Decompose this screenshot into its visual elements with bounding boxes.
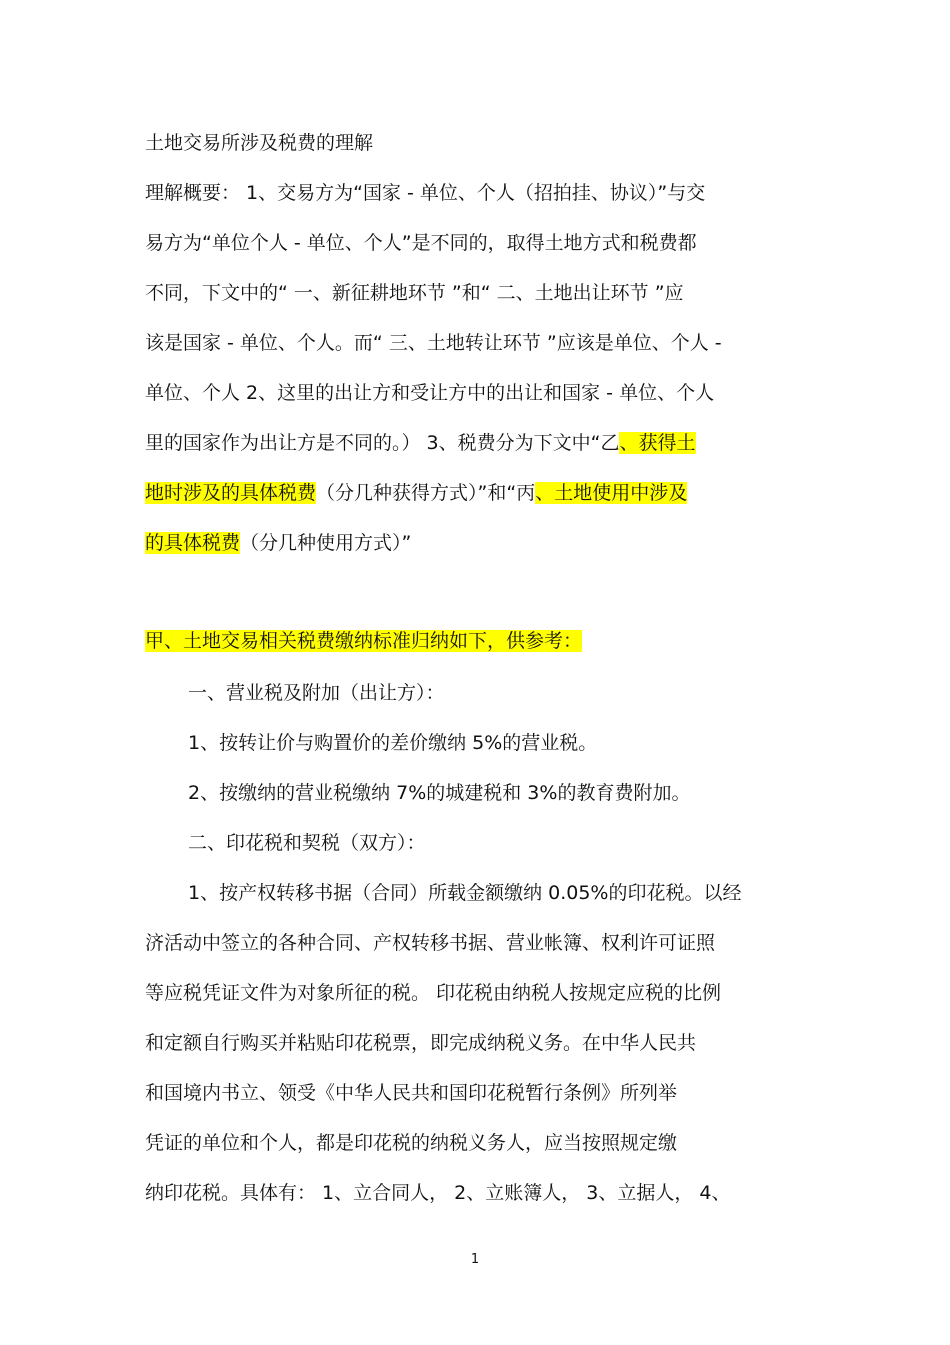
highlighted-heading: 甲、土地交易相关税费缴纳标准归纳如下，供参考： [145, 630, 583, 652]
section-heading-jia [145, 628, 582, 654]
overview-text: 里的国家作为出让方是不同的。） 3、税费分为下文中“乙 [145, 432, 620, 454]
paragraph-line: 纳印花税。具体有： 1、立合同人， 2、立账簿人， 3、立据人， 4、 [145, 1182, 731, 1204]
page-number: 1 [470, 1252, 480, 1267]
highlighted-text: 、获得土 [619, 432, 696, 454]
overview-line: 不同，下文中的“ 一、新征耕地环节 ”和“ 二、土地出让环节 ”应 [145, 282, 684, 304]
overview-text: （分几种获得方式）”和“丙 [316, 482, 536, 504]
paragraph-line: 和国境内书立、领受《中华人民共和国印花税暂行条例》所列举 [145, 1082, 678, 1104]
overview-line: 易方为“单位个人 - 单位、个人”是不同的，取得土地方式和税费都 [145, 232, 697, 254]
document-title: 土地交易所涉及税费的理解 [145, 132, 374, 154]
highlighted-text: 的具体税费 [145, 532, 241, 554]
overview-line: 理解概要： 1、交易方为“国家 - 单位、个人（招拍挂、协议）”与交 [145, 182, 706, 204]
overview-line: 单位、个人 2、这里的出让方和受让方中的出让和国家 - 单位、个人 [145, 382, 715, 404]
subsection-heading: 一、营业税及附加（出让方）： [188, 682, 445, 704]
overview-line [145, 530, 411, 556]
list-item: 1、按转让价与购置价的差价缴纳 5%的营业税。 [188, 732, 598, 754]
paragraph-line: 1、按产权转移书据（合同）所载金额缴纳 0.05%的印花税。以经 [188, 882, 742, 904]
overview-line: 该是国家 - 单位、个人。而“ 三、土地转让环节 ”应该是单位、个人 - [145, 332, 722, 354]
overview-text: （分几种使用方式）” [240, 532, 412, 554]
overview-line [145, 430, 696, 456]
overview-line [145, 480, 687, 506]
highlighted-text: 、土地使用中涉及 [535, 482, 688, 504]
paragraph-line: 济活动中签立的各种合同、产权转移书据、营业帐簿、权利许可证照 [145, 932, 716, 954]
paragraph-line: 凭证的单位和个人，都是印花税的纳税义务人，应当按照规定缴 [145, 1132, 678, 1154]
subsection-heading: 二、印花税和契税（双方）： [188, 832, 426, 854]
highlighted-text: 地时涉及的具体税费 [145, 482, 317, 504]
list-item: 2、按缴纳的营业税缴纳 7%的城建税和 3%的教育费附加。 [188, 782, 691, 804]
paragraph-line: 等应税凭证文件为对象所征的税。 印花税由纳税人按规定应税的比例 [145, 982, 722, 1004]
paragraph-line: 和定额自行购买并粘贴印花税票，即完成纳税义务。在中华人民共 [145, 1032, 697, 1054]
